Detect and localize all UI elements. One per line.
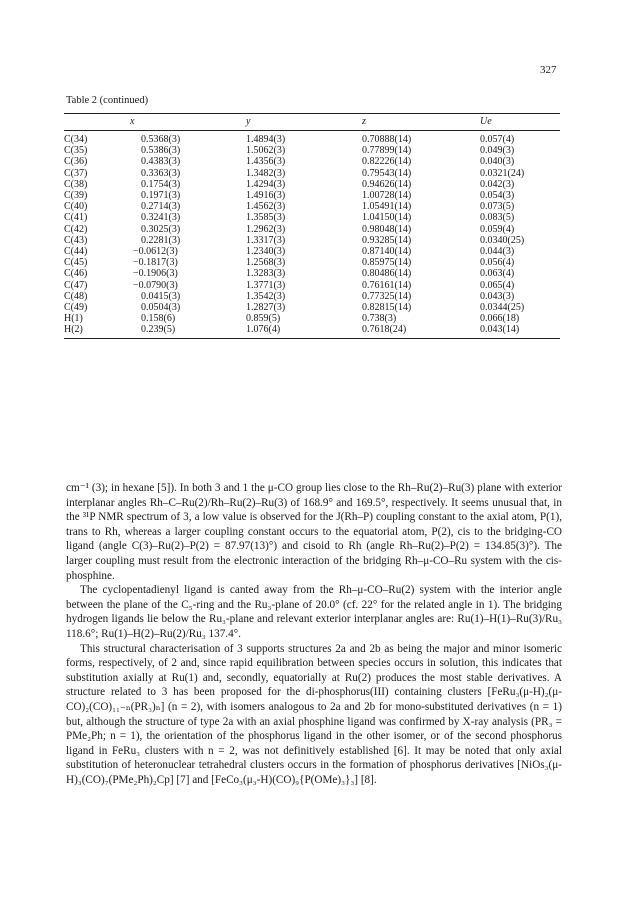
coordinates-table: [64, 113, 560, 339]
cell-ue: 0.0344(25): [480, 302, 525, 314]
table-row: [64, 257, 560, 268]
cell-x: −0.0790(3): [133, 279, 178, 291]
cell-x: 0.3025(3): [141, 223, 181, 235]
cell-atom: C(43): [64, 234, 88, 246]
table-row: [64, 201, 560, 212]
cell-z: 0.77325(14): [362, 290, 412, 302]
cell-y: 1.076(4): [246, 324, 362, 338]
cell-z: 1.05491(14): [362, 201, 412, 213]
table-row: [64, 291, 560, 302]
header-y: y: [246, 114, 362, 131]
table-header-row: [64, 114, 560, 131]
cell-z: 0.94626(14): [362, 178, 412, 190]
cell-z: 0.85975(14): [362, 257, 412, 269]
cell-x: 0.3241(3): [141, 212, 181, 224]
cell-x: 0.158(6): [141, 313, 176, 325]
table-caption: Table 2 (continued): [66, 95, 149, 106]
cell-z: 0.80486(14): [362, 268, 412, 280]
cell-ue: 0.042(3): [480, 178, 515, 190]
cell-ue: 0.073(5): [480, 201, 515, 213]
cell-atom: C(48): [64, 290, 88, 302]
cell-atom: C(41): [64, 212, 88, 224]
cell-z: 0.7618(24): [362, 324, 480, 338]
cell-y: 1.4894(3): [246, 134, 286, 145]
cell-x: 0.239(5): [130, 324, 246, 338]
cell-z: 0.79543(14): [362, 167, 412, 179]
cell-y: 1.5062(3): [246, 145, 286, 157]
cell-ue: 0.043(14): [480, 324, 560, 338]
cell-z: 0.70888(14): [362, 134, 412, 145]
table-row: [64, 280, 560, 291]
cell-ue: 0.0321(24): [480, 167, 525, 179]
paragraph: cm⁻¹ (3); in hexane [5]). In both 3 and 1 the μ-CO group lies close to the Rh–Ru(2)–Ru(3) plane with exterior interplanar angles Rh–C–Ru(2)/Rh–Ru(2)–Ru(3) of 168.9° and 169.5°, respectively. It seems unusual that, in the ³¹P NMR spectrum of 3, a low value is observed for the J(Rh–P) coupling constant to the axial atom, P(1), trans to Rh, whereas a larger coupling constant occurs to the equatorial atom, P(2), cis to the bridging-CO ligand (angle C(3)–Ru(2)–P(2) = 87.97(13)°) and cisoid to Rh (angle Rh–Ru(2)–P(2) = 134.85(3)°). The larger coupling must result from the electronic interaction of the bridging Rh–μ-CO–Ru system with the cis-phosphine.: [66, 482, 562, 582]
header-atom: [64, 114, 130, 131]
cell-x: 0.5368(3): [141, 134, 181, 145]
cell-ue: 0.044(3): [480, 246, 515, 258]
cell-ue: 0.063(4): [480, 268, 515, 280]
header-ue: Ue: [480, 114, 560, 131]
cell-z: 1.04150(14): [362, 212, 412, 224]
cell-atom: C(45): [64, 257, 88, 269]
cell-atom: C(47): [64, 279, 88, 291]
cell-atom: C(38): [64, 178, 88, 190]
cell-y: 1.2827(3): [246, 302, 286, 314]
cell-z: 0.82226(14): [362, 156, 412, 168]
cell-y: 1.3283(3): [246, 268, 286, 280]
cell-ue: 0.049(3): [480, 145, 515, 157]
cell-y: 1.3585(3): [246, 212, 286, 224]
cell-ue: 0.083(5): [480, 212, 515, 224]
cell-y: 1.4562(3): [246, 201, 286, 213]
cell-y: 0.859(5): [246, 313, 281, 325]
cell-atom: C(35): [64, 145, 88, 157]
cell-x: 0.5386(3): [141, 145, 181, 157]
cell-atom: C(40): [64, 201, 88, 213]
table-row: [64, 313, 560, 324]
table-row: [64, 131, 560, 146]
table-row: [64, 179, 560, 190]
cell-x: 0.0415(3): [141, 290, 181, 302]
cell-x: 0.4383(3): [141, 156, 181, 168]
cell-ue: 0.054(3): [480, 190, 515, 202]
cell-y: 1.2962(3): [246, 223, 286, 235]
paragraph: The cyclopentadienyl ligand is canted away from the Rh–μ-CO–Ru(2) system with the interior angle between the plane of the C₅-ring and the Ru₃-plane of 20.0° (cf. 22° for the related angle in 1). The bridging hydrogen ligands lie below the Ru₃-plane and relevant exterior interplanar angles are: Ru(1)–H(1)–Ru(3)/Ru₃ 118.6°; Ru(1)–H(2)–Ru(2)/Ru₃ 137.4°.: [66, 584, 562, 640]
table-row: [64, 224, 560, 235]
table-row: [64, 145, 560, 156]
cell-x: 0.1754(3): [141, 178, 181, 190]
cell-ue: 0.056(4): [480, 257, 515, 269]
cell-atom: H(1): [64, 313, 83, 325]
table-row: [64, 268, 560, 279]
paragraph: This structural characterisation of 3 supports structures 2a and 2b as being the major and minor isomeric forms, respectively, of 2 and, since rapid equilibration between species occurs in solution, this indicates that substitution axially at Ru(1) and, secondly, equatorially at Ru(2) produces the most stable derivatives. A structure related to 3 has been proposed for the di-phosphorus(III) containing clusters [FeRu₃(μ-H)₂(μ-CO)₂(CO)₁₁₋ₙ(PR₃)ₙ] (n = 2), with isomers analogous to 2a and 2b for mono-substituted derivatives (n = 1) but, although the structure of type 2a with an axial phosphine ligand was confirmed by X-ray analysis (PR₃ = PMe₂Ph; n = 1), the orientation of the phosphorus ligand in the other isomer, or of the second phosphorus ligand in FeRu₃ clusters with n = 2, was not definitively established [6]. It may be noted that only axial substitution of heteronuclear tetrahedral clusters occurs in the formation of phosphorus derivatives [NiOs₃(μ-H)₃(CO)₇(PMe₂Ph)₂Cp] [7] and [FeCo₃(μ₃-H)(CO)₉{P(OMe)₃}₃] [8].: [66, 642, 562, 786]
cell-z: 0.76161(14): [362, 279, 412, 291]
table-row: [64, 235, 560, 246]
cell-y: 1.3771(3): [246, 279, 286, 291]
cell-atom: C(44): [64, 246, 88, 258]
cell-x: −0.1817(3): [133, 257, 178, 269]
cell-z: 0.98048(14): [362, 223, 412, 235]
table-row: [64, 168, 560, 179]
cell-x: 0.0504(3): [141, 302, 181, 314]
table-row: [64, 190, 560, 201]
cell-y: 1.4916(3): [246, 190, 286, 202]
cell-y: 1.4356(3): [246, 156, 286, 168]
table-row: [64, 156, 560, 167]
cell-atom: H(2): [64, 324, 130, 338]
cell-x: 0.2281(3): [141, 234, 181, 246]
cell-z: 0.77899(14): [362, 145, 412, 157]
cell-ue: 0.057(4): [480, 134, 515, 145]
table-row: [64, 302, 560, 313]
cell-x: −0.1906(3): [133, 268, 178, 280]
cell-atom: C(37): [64, 167, 88, 179]
cell-ue: 0.0340(25): [480, 234, 525, 246]
cell-z: 0.87140(14): [362, 246, 412, 258]
cell-atom: C(49): [64, 302, 88, 314]
cell-ue: 0.040(3): [480, 156, 515, 168]
cell-x: 0.2714(3): [141, 201, 181, 213]
cell-z: 0.82815(14): [362, 302, 412, 314]
cell-z: 0.738(3): [362, 313, 397, 325]
cell-ue: 0.066(18): [480, 313, 520, 325]
cell-y: 1.3542(3): [246, 290, 286, 302]
table-row: [64, 324, 560, 338]
header-x: x: [130, 114, 246, 131]
table-row: [64, 212, 560, 223]
cell-x: 0.1971(3): [141, 190, 181, 202]
cell-ue: 0.059(4): [480, 223, 515, 235]
page-number: 327: [540, 64, 557, 76]
header-z: z: [362, 114, 480, 131]
cell-atom: C(46): [64, 268, 88, 280]
cell-ue: 0.065(4): [480, 279, 515, 291]
cell-y: 1.2340(3): [246, 246, 286, 258]
cell-z: 1.00728(14): [362, 190, 412, 202]
cell-y: 1.2568(3): [246, 257, 286, 269]
cell-x: −0.0612(3): [133, 246, 178, 258]
cell-z: 0.93285(14): [362, 234, 412, 246]
cell-x: 0.3363(3): [141, 167, 181, 179]
cell-y: 1.4294(3): [246, 178, 286, 190]
cell-y: 1.3482(3): [246, 167, 286, 179]
cell-ue: 0.043(3): [480, 290, 515, 302]
cell-atom: C(36): [64, 156, 88, 168]
cell-atom: C(42): [64, 223, 88, 235]
body-text: [66, 481, 562, 787]
cell-y: 1.3317(3): [246, 234, 286, 246]
cell-atom: C(34): [64, 134, 88, 145]
table-row: [64, 246, 560, 257]
cell-atom: C(39): [64, 190, 88, 202]
